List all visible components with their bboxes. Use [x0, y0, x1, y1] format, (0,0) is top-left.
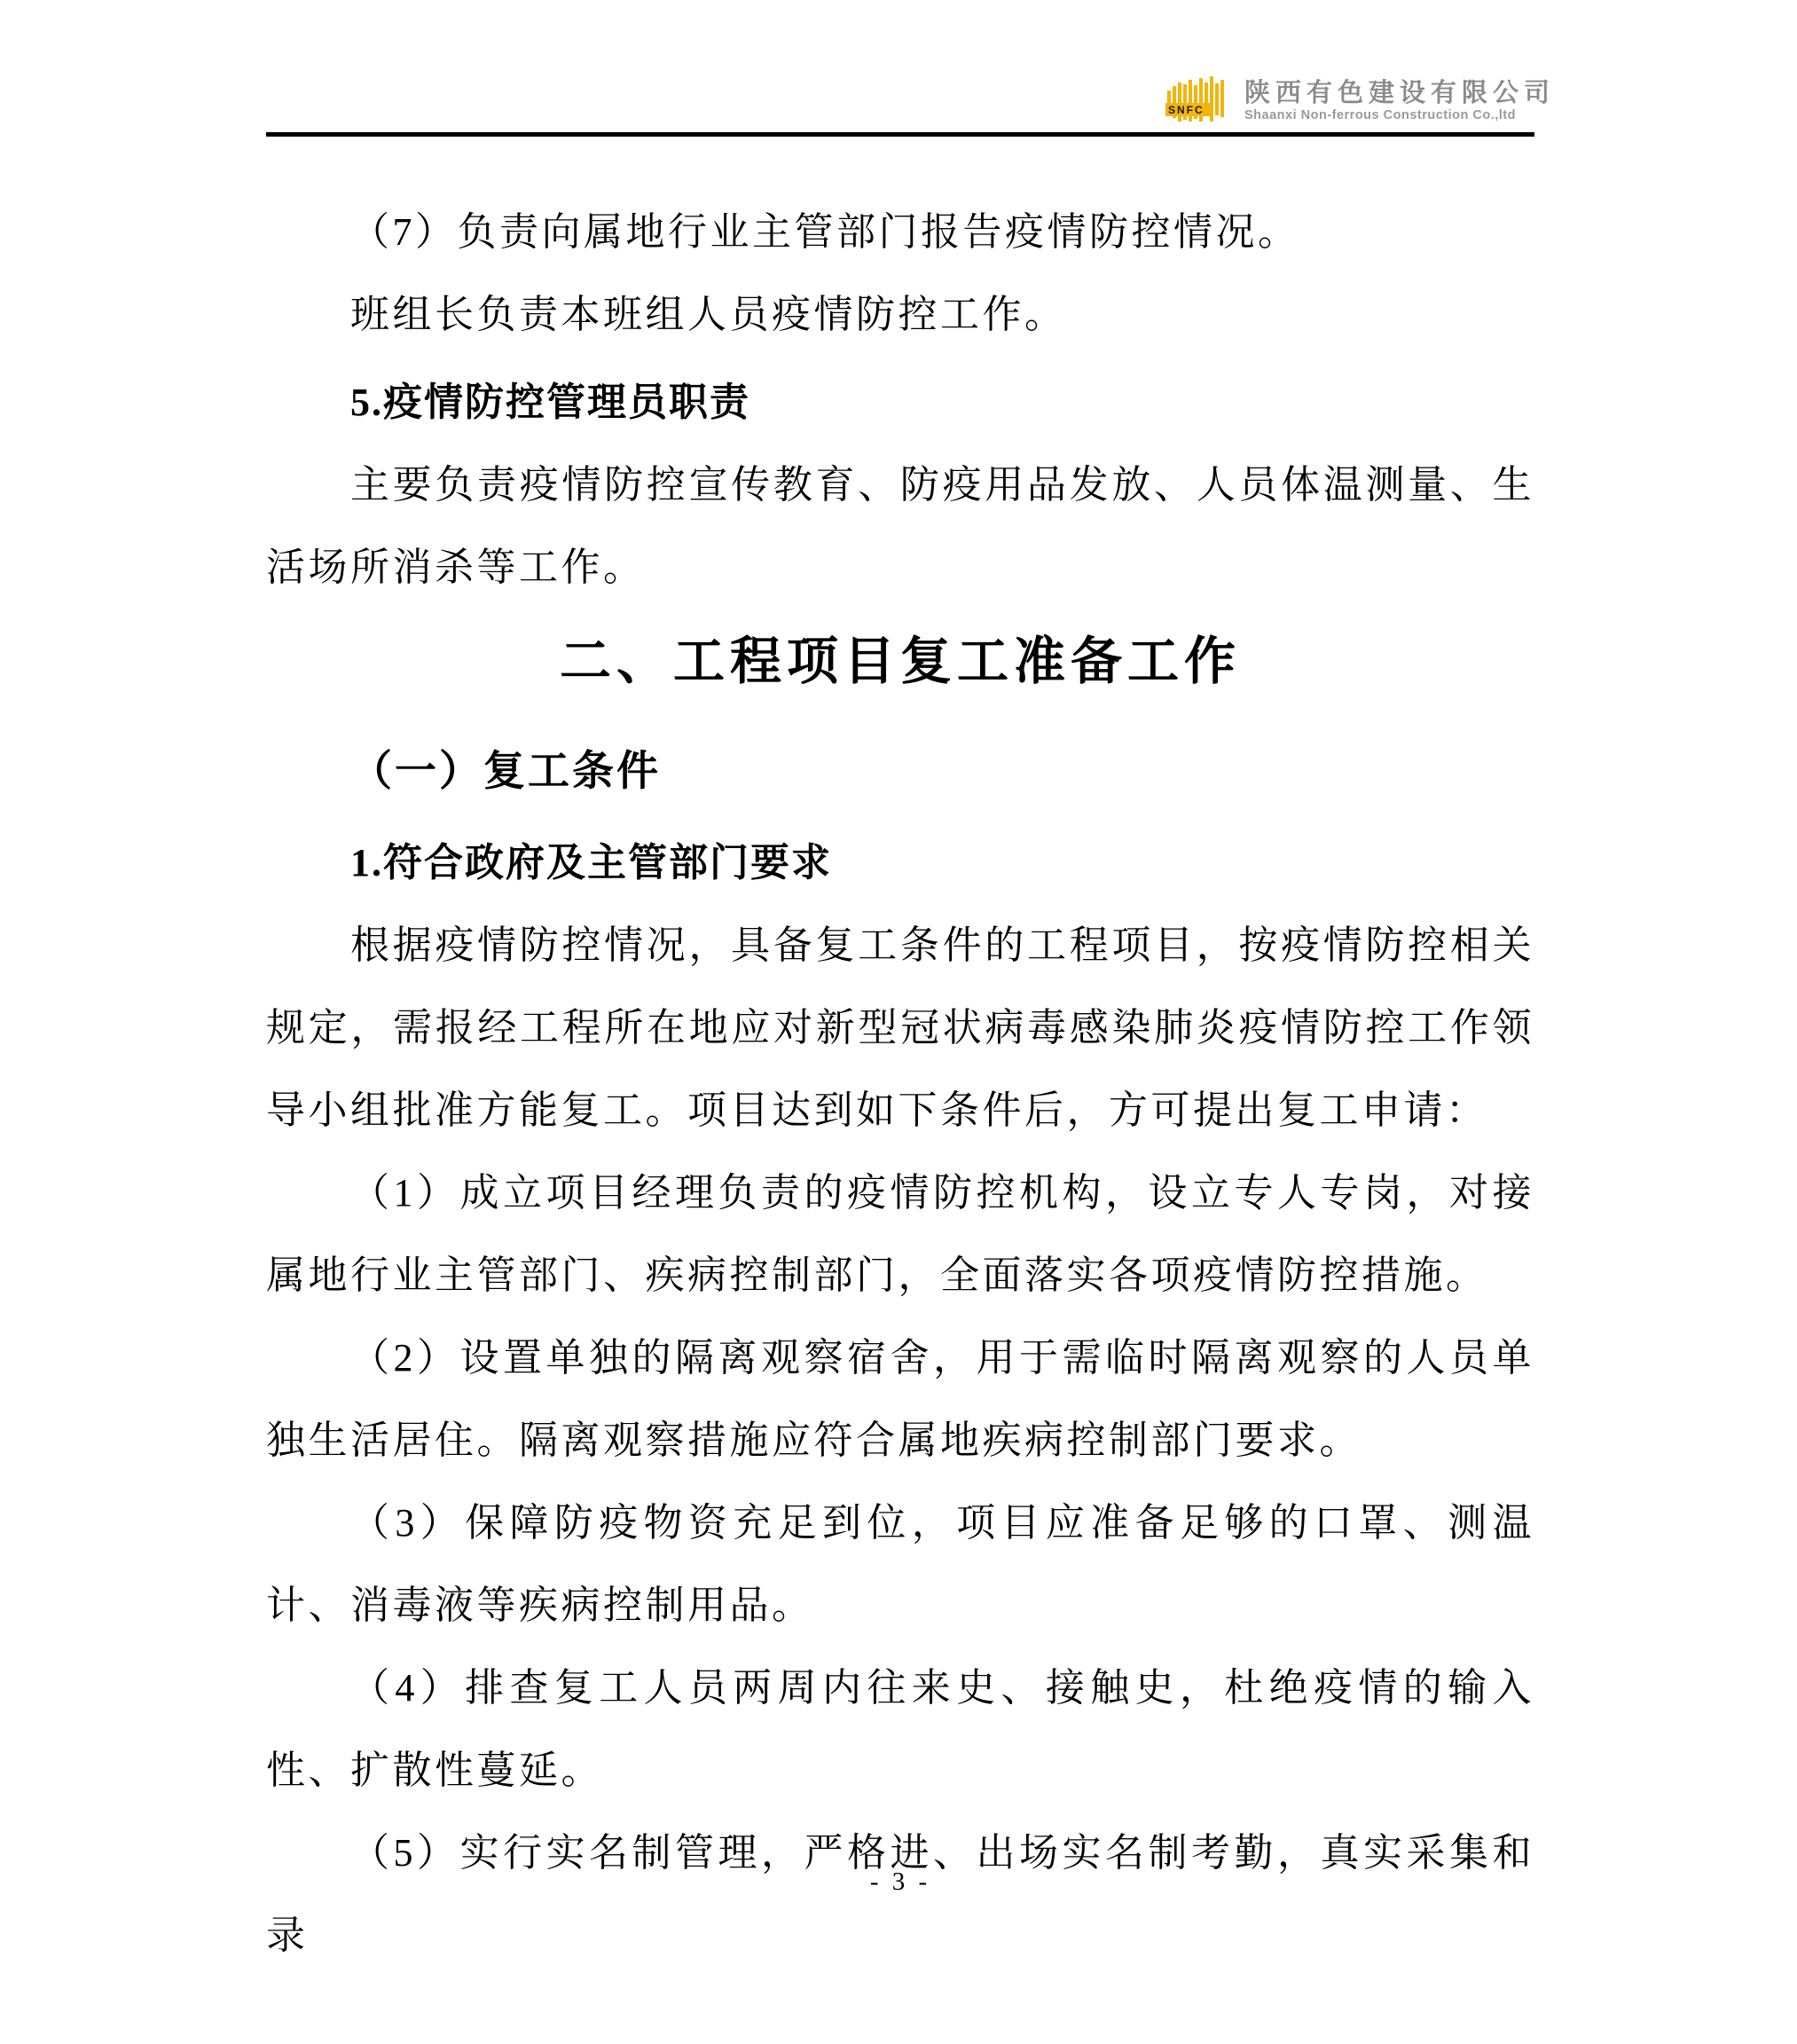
paragraph-duty-detail: 主要负责疫情防控宣传教育、防疫用品发放、人员体温测量、生活场所消杀等工作。 [266, 463, 1534, 589]
document-body [266, 191, 1534, 1977]
page-footer [266, 1867, 1534, 1897]
heading-1-requirement: 1.符合政府及主管部门要求 [350, 841, 832, 884]
heading-section-1: （一）复工条件 [350, 749, 661, 795]
logo-acronym-text: SNFC [1168, 104, 1205, 116]
page-header [0, 0, 1797, 142]
company-name-block [1244, 79, 1555, 123]
paragraph-item-3: （3）保障防疫物资充足到位，项目应准备足够的口罩、测温计、消毒液等疾病控制用品。 [266, 1501, 1534, 1627]
heading-chapter-2: 二、工程项目复工准备工作 [559, 633, 1241, 690]
page-number: - 3 - [869, 1867, 931, 1896]
company-name-cn: 陕西有色建设有限公司 [1244, 79, 1556, 107]
header-divider [266, 132, 1534, 137]
paragraph-item-5: （5）实行实名制管理，严格进、出场实名制考勤，真实采集和录 [266, 1831, 1534, 1957]
snfc-logo-icon [1165, 75, 1230, 128]
paragraph-team-leader: 班组长负责本班组人员疫情防控工作。 [350, 293, 1067, 336]
paragraph-item-7: （7）负责向属地行业主管部门报告疫情防控情况。 [350, 210, 1300, 254]
company-name-en: Shaanxi Non-ferrous Construction Co.,ltd [1244, 108, 1516, 122]
paragraph-item-1: （1）成立项目经理负责的疫情防控机构，设立专人专岗，对接属地行业主管部门、疾病控制部门，全面落实各项疫情防控措施。 [266, 1171, 1534, 1297]
company-brand [1165, 75, 1555, 128]
paragraph-item-4: （4）排查复工人员两周内往来史、接触史，杜绝疫情的输入性、扩散性蔓延。 [266, 1666, 1534, 1792]
paragraph-approval: 根据疫情防控情况，具备复工条件的工程项目，按疫情防控相关规定，需报经工程所在地应对新型冠状病毒感染肺炎疫情防控工作领导小组批准方能复工。项目达到如下条件后，方可提出复工申请： [266, 924, 1534, 1132]
paragraph-item-2: （2）设置单独的隔离观察宿舍，用于需临时隔离观察的人员单独生活居住。隔离观察措施应符合属地疾病控制部门要求。 [266, 1336, 1534, 1462]
heading-5-duty: 5.疫情防控管理员职责 [350, 381, 750, 424]
